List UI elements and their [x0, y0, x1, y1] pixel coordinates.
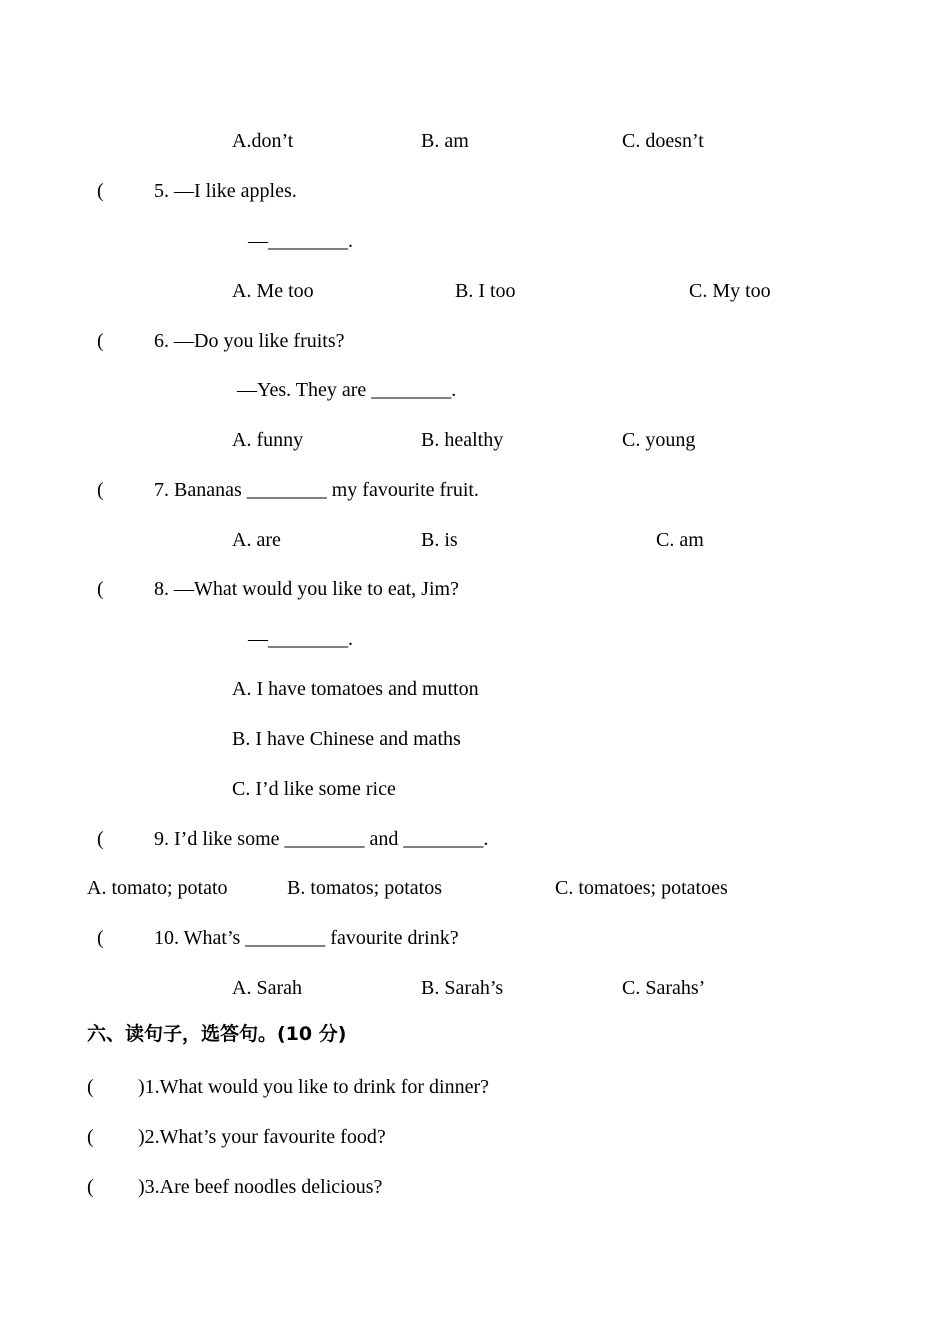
q9-option-b: B. tomatos; potatos — [287, 877, 442, 899]
q10-question: 10. What’s ________ favourite drink? — [154, 927, 459, 949]
q7-question: 7. Bananas ________ my favourite fruit. — [154, 479, 479, 501]
q10-answer-paren: ( — [97, 927, 104, 949]
q10-option-c: C. Sarahs’ — [622, 977, 706, 999]
q5-answer-paren: ( — [97, 180, 104, 202]
q7-option-a: A. are — [232, 529, 281, 551]
q8-option-b: B. I have Chinese and maths — [232, 728, 461, 750]
q10-option-b: B. Sarah’s — [421, 977, 504, 999]
q5-answer-line: —________. — [248, 230, 353, 252]
q4-option-c: C. doesn’t — [622, 130, 704, 152]
s6-item-1-paren: ( — [87, 1076, 94, 1098]
q6-option-a: A. funny — [232, 429, 304, 451]
q6-answer-paren: ( — [97, 330, 104, 352]
s6-item-1-text: )1.What would you like to drink for dinner? — [138, 1076, 490, 1098]
q8-option-a: A. I have tomatoes and mutton — [232, 678, 479, 700]
q5-question: 5. —I like apples. — [154, 180, 297, 202]
q6-answer-line: —Yes. They are ________. — [237, 379, 457, 401]
q6-option-c: C. young — [622, 429, 696, 451]
q10-option-a: A. Sarah — [232, 977, 302, 999]
q8-answer-line: —________. — [248, 628, 353, 650]
q5-option-b: B. I too — [455, 280, 516, 302]
s6-item-2-text: )2.What’s your favourite food? — [138, 1126, 386, 1148]
q9-question: 9. I’d like some ________ and ________. — [154, 828, 489, 850]
s6-item-3-text: )3.Are beef noodles delicious? — [138, 1176, 383, 1198]
q4-option-b: B. am — [421, 130, 469, 152]
q4-option-a: A.don’t — [232, 130, 294, 152]
section-6-heading: 六、读句子，选答句。(10 分) — [87, 1023, 347, 1045]
s6-item-2-paren: ( — [87, 1126, 94, 1148]
q7-option-c: C. am — [656, 529, 704, 551]
q8-question: 8. —What would you like to eat, Jim? — [154, 578, 459, 600]
q7-option-b: B. is — [421, 529, 458, 551]
q9-answer-paren: ( — [97, 828, 104, 850]
s6-item-3-paren: ( — [87, 1176, 94, 1198]
q8-answer-paren: ( — [97, 578, 104, 600]
q9-option-c: C. tomatoes; potatoes — [555, 877, 728, 899]
q5-option-a: A. Me too — [232, 280, 314, 302]
q7-answer-paren: ( — [97, 479, 104, 501]
q8-option-c: C. I’d like some rice — [232, 778, 396, 800]
q9-option-a: A. tomato; potato — [87, 877, 228, 899]
q5-option-c: C. My too — [689, 280, 771, 302]
q6-option-b: B. healthy — [421, 429, 504, 451]
q6-question: 6. —Do you like fruits? — [154, 330, 345, 352]
